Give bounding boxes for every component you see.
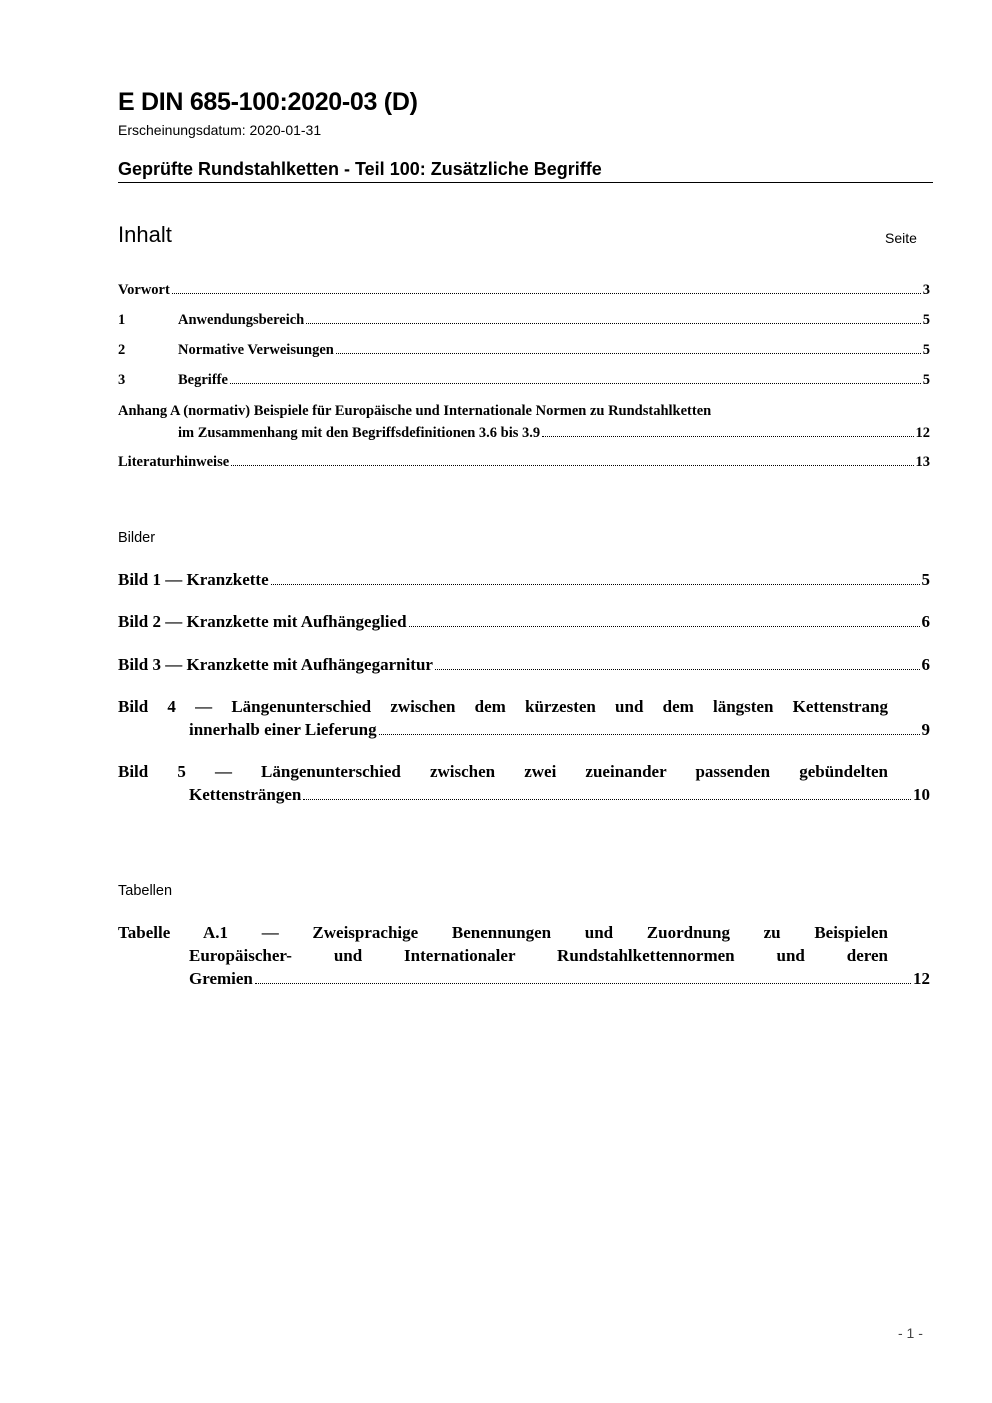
toc-entry-label: Literaturhinweise	[118, 454, 230, 470]
dot-leader	[542, 435, 913, 437]
figure-entry-page: 9	[921, 720, 930, 739]
figure-entry-1[interactable]	[118, 568, 930, 591]
toc-entry-vorwort[interactable]	[118, 279, 930, 301]
toc-entry-label: Normative Verweisungen	[178, 342, 334, 358]
contents-heading: Inhalt	[118, 222, 172, 247]
dot-leader	[336, 352, 921, 354]
toc-entry-number: 3	[118, 372, 126, 388]
toc-entry-label: Vorwort	[118, 282, 170, 298]
publication-date: Erscheinungsdatum: 2020-01-31	[118, 122, 322, 138]
figure-entry-page: 5	[921, 570, 930, 589]
table-entry-a1[interactable]	[118, 921, 930, 990]
figure-entry-label: Bild 3 — Kranzkette mit Aufhängegarnitur	[118, 655, 433, 674]
table-entry-label: Tabelle A.1 — Zweisprachige Benennungen und Zuordnung zu Beispielen	[118, 923, 888, 942]
toc-entry-normative-verweisungen[interactable]	[118, 339, 930, 361]
dot-leader	[409, 625, 920, 627]
table-entry-label-continued: Europäischer- und Internationaler Rundstahlkettennormen und deren	[189, 946, 888, 965]
page-number: - 1 -	[898, 1325, 923, 1341]
dot-leader	[231, 464, 913, 466]
dot-leader	[172, 292, 921, 294]
dot-leader	[379, 733, 920, 735]
toc-entry-page: 5	[922, 342, 930, 358]
page-column-label: Seite	[885, 230, 917, 246]
figure-entry-5[interactable]	[118, 760, 930, 806]
toc-entry-number: 2	[118, 342, 126, 358]
figures-heading: Bilder	[118, 530, 156, 546]
dot-leader	[435, 668, 920, 670]
toc-entry-begriffe[interactable]	[118, 369, 930, 391]
table-entry-page: 12	[913, 969, 930, 988]
toc-entry-page: 5	[922, 372, 930, 388]
dot-leader	[303, 798, 911, 800]
toc-entry-page: 3	[922, 282, 930, 298]
toc-entry-literaturhinweise[interactable]	[118, 451, 930, 473]
dot-leader	[271, 583, 920, 585]
dot-leader	[255, 982, 911, 984]
figure-entry-3[interactable]	[118, 653, 930, 676]
figure-entry-page: 6	[921, 612, 930, 631]
figure-entry-label: Bild 5 — Längenunterschied zwischen zwei zueinander passenden gebündelten	[118, 762, 888, 781]
toc-entry-number: 1	[118, 312, 126, 328]
document-title: Geprüfte Rundstahlketten - Teil 100: Zusätzliche Begriffe	[118, 159, 602, 179]
toc-entry-label: Begriffe	[178, 372, 228, 388]
figure-entry-page: 6	[921, 655, 930, 674]
document-id: E DIN 685-100:2020-03 (D)	[118, 88, 418, 116]
toc-entry-label: Anwendungsbereich	[178, 312, 305, 328]
toc-entry-page: 5	[922, 312, 930, 328]
figure-entry-label: Bild 4 — Längenunterschied zwischen dem kürzesten und dem längsten Kettenstrang	[118, 697, 888, 716]
toc-entry-page: 12	[915, 425, 930, 441]
toc-entry-anhang-a[interactable]	[118, 400, 930, 444]
toc-entry-page: 13	[915, 454, 930, 470]
figure-entry-label-continued: Kettensträngen	[189, 785, 302, 804]
dot-leader	[306, 322, 921, 324]
title-divider	[118, 182, 933, 183]
figure-entry-label: Bild 2 — Kranzkette mit Aufhängeglied	[118, 612, 407, 631]
figure-entry-label: Bild 1 — Kranzkette	[118, 570, 269, 589]
toc-entry-label-continued: im Zusammenhang mit den Begriffsdefinitionen 3.6 bis 3.9	[178, 425, 541, 441]
tables-heading: Tabellen	[118, 883, 173, 899]
figure-entry-4[interactable]	[118, 695, 930, 741]
toc-entry-anwendungsbereich[interactable]	[118, 309, 930, 331]
figure-entry-page: 10	[913, 785, 930, 804]
table-entry-label-continued: Gremien	[189, 969, 253, 988]
toc-entry-label: Anhang A (normativ) Beispiele für Europäische und Internationale Normen zu Rundstahlketten	[118, 403, 712, 419]
figure-entry-2[interactable]	[118, 610, 930, 633]
dot-leader	[230, 382, 921, 384]
figure-entry-label-continued: innerhalb einer Lieferung	[189, 720, 377, 739]
